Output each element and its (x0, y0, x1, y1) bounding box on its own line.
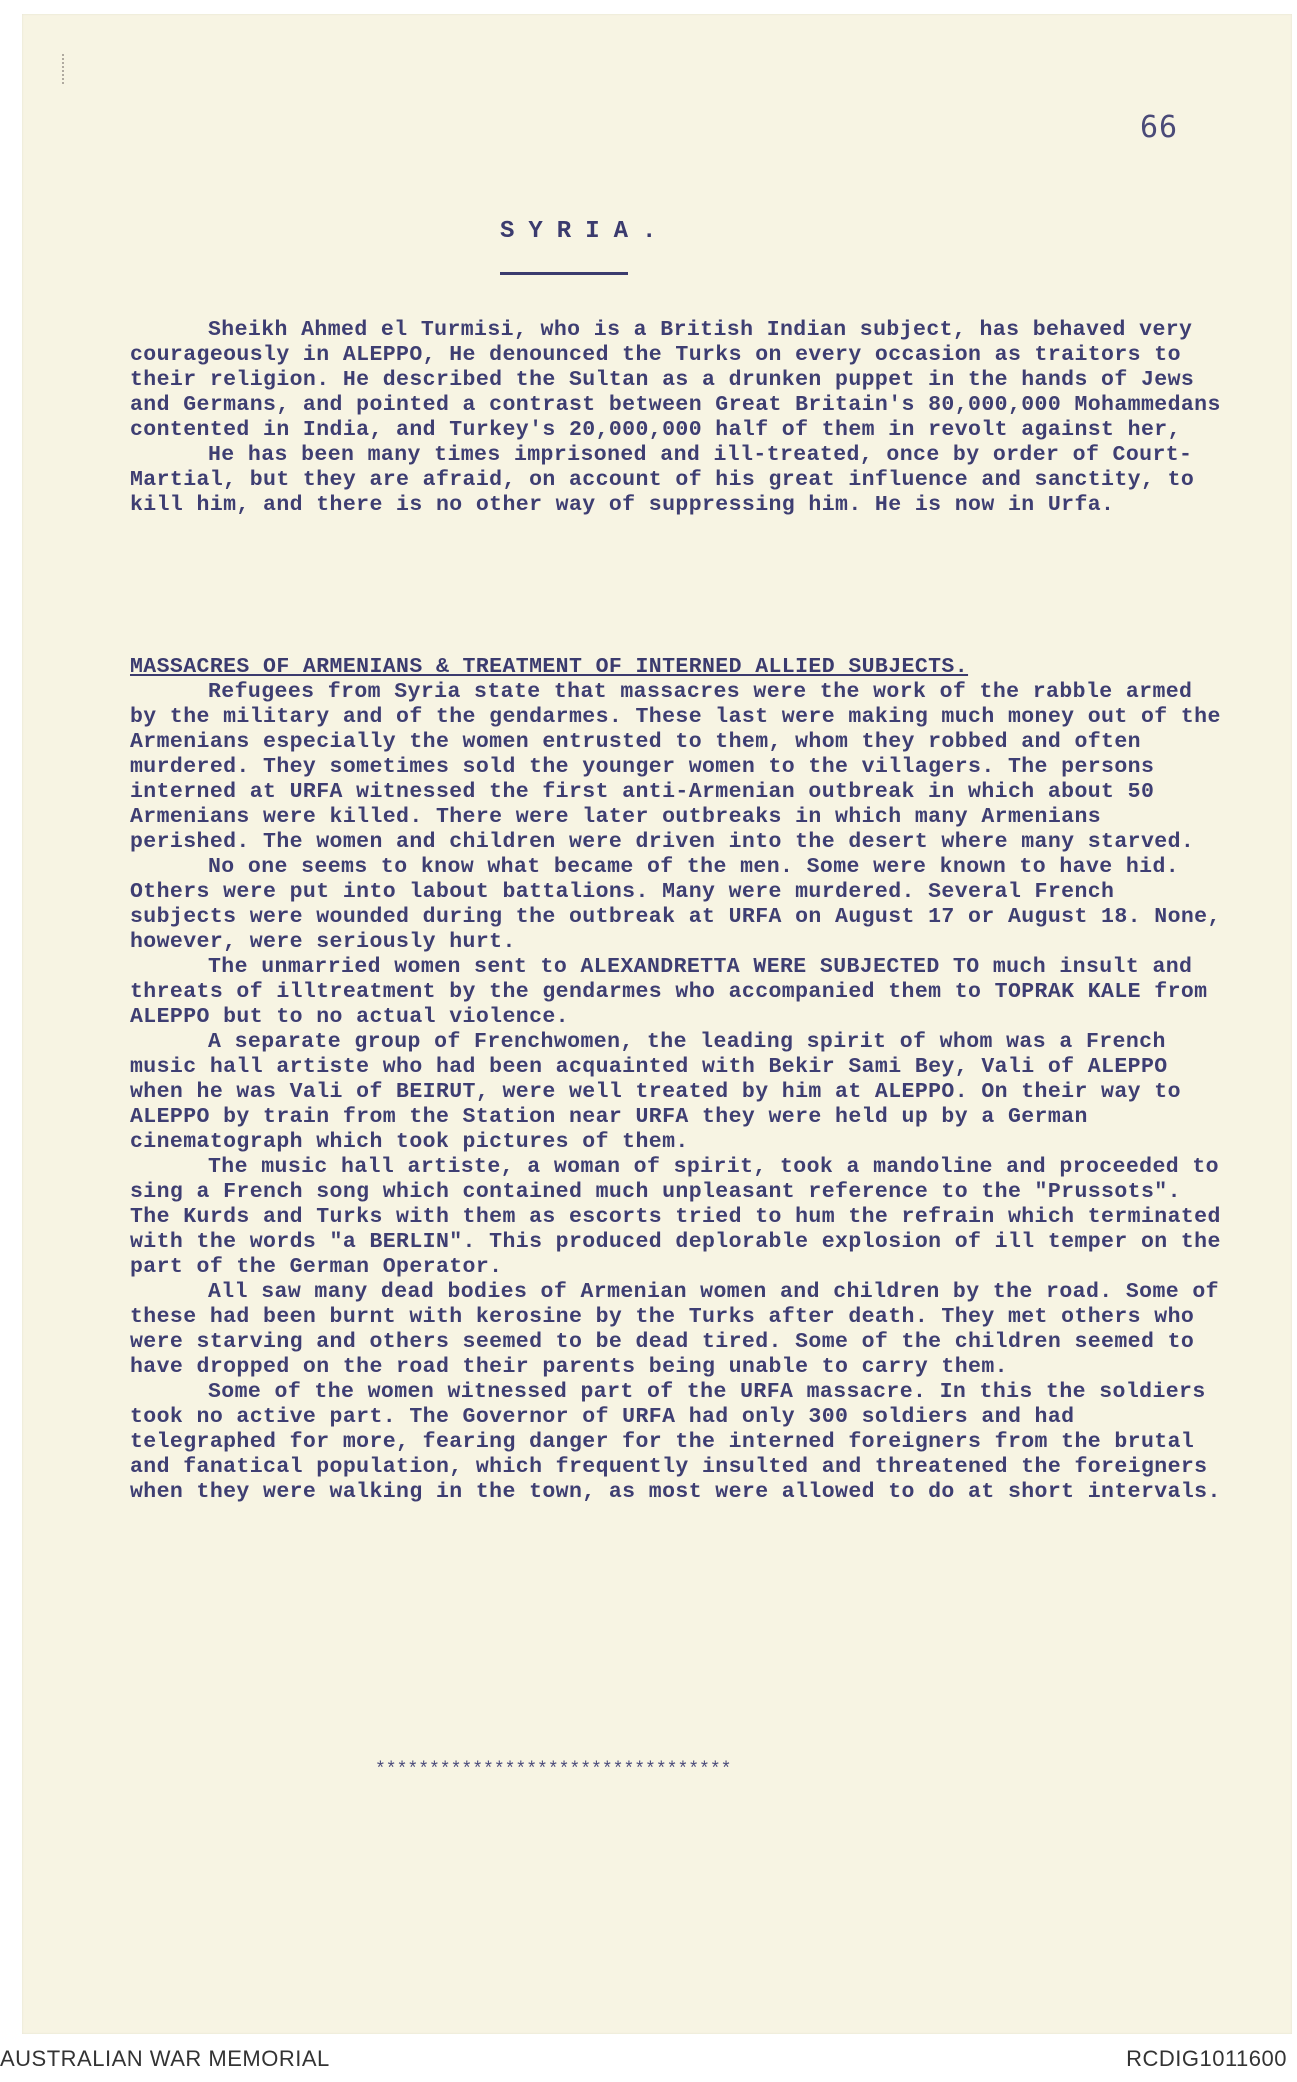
page-title: SYRIA. (500, 218, 671, 245)
paragraph: No one seems to know what became of the men. Some were known to have hid. Others were put into labout battalions. Many were murdered. Several French subjects were wounded during the outbreak at URFA on August 17 or August 18. None, however, were seriously hurt. (130, 855, 1221, 954)
paragraph: A separate group of Frenchwomen, the leading spirit of whom was a French music hall artiste who had been acquainted with Bekir Sami Bey, Vali of ALEPPO when he was Vali of BEIRUT, were well treated by him at ALEPPO. On their way to ALEPPO by train from the Station near URFA they were held up by a German cinematograph which took pictures of them. (130, 1030, 1181, 1154)
section-heading: MASSACRES OF ARMENIANS & TREATMENT OF INTERNED ALLIED SUBJECTS. (130, 655, 969, 679)
paragraph: Sheikh Ahmed el Turmisi, who is a British Indian subject, has behaved very courageously in ALEPPO, He denounced the Turks on every occasion as traitors to their religion. He described the Sultan as a drunken puppet in the hands of Jews and Germans, and pointed a contrast between Great Britain's 80,000,000 Mohammedans contented in India, and Turkey's 20,000,000 half of them in revolt against her, (130, 318, 1221, 442)
section-sheikh (130, 318, 1230, 518)
title-underline (500, 272, 628, 275)
paragraph: The unmarried women sent to ALEXANDRETTA WERE SUBJECTED TO much insult and threats of illtreatment by the gendarmes who accompanied them to TOPRAK KALE from ALEPPO but to no actual violence. (130, 955, 1208, 1029)
paragraph: The music hall artiste, a woman of spirit, took a mandoline and proceeded to sing a French song which contained much unpleasant reference to the "Prussots". The Kurds and Turks with them as escorts tried to hum the refrain which terminated with the words "a BERLIN". This produced deplorable explosion of ill temper on the part of the German Operator. (130, 1155, 1221, 1279)
paragraph: All saw many dead bodies of Armenian women and children by the road. Some of these had been burnt with kerosine by the Turks after death. They met others who were starving and others seemed to be dead tired. Some of the children seemed to have dropped on the road their parents being unable to carry them. (130, 1280, 1219, 1379)
paragraph: Refugees from Syria state that massacres were the work of the rabble armed by the military and of the gendarmes. These last were making much money out of the Armenians especially the women entrusted to them, whom they robbed and often murdered. They sometimes sold the younger women to the villagers. The persons interned at URFA witnessed the first anti-Armenian outbreak in which about 50 Armenians were killed. There were later outbreaks in which many Armenians perished. The women and children were driven into the desert where many starved. (130, 680, 1221, 854)
paper-edge-mark (62, 54, 78, 84)
page-number: 66 (1140, 110, 1179, 145)
footer-institution: AUSTRALIAN WAR MEMORIAL (0, 2046, 330, 2071)
section-massacres (130, 680, 1230, 1505)
paragraph: He has been many times imprisoned and ill-treated, once by order of Court-Martial, but they are afraid, on account of his great influence and sanctity, to kill him, and there is no other way of suppressing him. He is now in Urfa. (130, 443, 1195, 517)
paragraph: Some of the women witnessed part of the URFA massacre. In this the soldiers took no active part. The Governor of URFA had only 300 soldiers and had telegraphed for more, fearing danger for the interned foreigners from the brutal and fanatical population, which frequently insulted and threatened the foreigners when they were walking in the town, as most were allowed to do at short intervals. (130, 1380, 1221, 1504)
footer-record-id: RCDIG1011600 (1126, 2046, 1287, 2071)
asterisk-divider: ********************************* (375, 1760, 732, 1780)
